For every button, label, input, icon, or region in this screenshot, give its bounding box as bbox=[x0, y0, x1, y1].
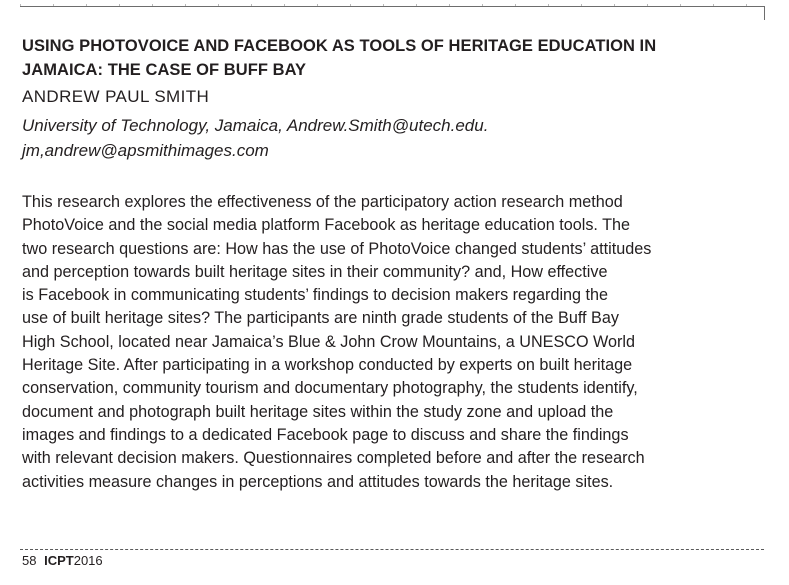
page-number: 58 bbox=[22, 553, 37, 568]
author-affiliation bbox=[22, 113, 642, 163]
abstract-line: use of built heritage sites? The participants are ninth grade students of the Buff Bay bbox=[22, 309, 619, 328]
abstract-line: activities measure changes in perceptions and attitudes towards the heritage sites. bbox=[22, 472, 614, 491]
abstract-line: High School, located near Jamaica’s Blue & John Crow Mountains, a UNESCO World bbox=[22, 332, 636, 351]
conference-name: ICPT bbox=[44, 553, 74, 568]
abstract-line: and perception towards built heritage sites in their community? and, How effective bbox=[22, 262, 608, 281]
page-footer bbox=[22, 553, 103, 569]
top-rule bbox=[20, 6, 764, 7]
abstract-line: images and findings to a dedicated Facebook page to discuss and share the findings bbox=[22, 425, 629, 444]
abstract-line: This research explores the effectiveness of the participatory action research method bbox=[22, 193, 623, 211]
abstract-line: Heritage Site. After participating in a workshop conducted by experts on built heritage bbox=[22, 356, 633, 375]
abstract-line: with relevant decision makers. Questionnaires completed before and after the research bbox=[22, 449, 645, 468]
author-name: ANDREW PAUL SMITH bbox=[22, 87, 210, 106]
abstract-line: conservation, community tourism and documentary photography, the students identify, bbox=[22, 379, 638, 398]
abstract-line: two research questions are: How has the use of PhotoVoice changed students’ attitudes bbox=[22, 239, 652, 258]
abstract-body bbox=[22, 191, 767, 494]
abstract-line: document and photograph built heritage sites within the study zone and upload the bbox=[22, 402, 614, 421]
top-rule-corner bbox=[764, 6, 765, 20]
abstract-line: PhotoVoice and the social media platform Facebook as heritage education tools. The bbox=[22, 216, 631, 235]
bottom-rule bbox=[20, 549, 764, 550]
paper-title-line-1: USING PHOTOVOICE AND FACEBOOK AS TOOLS OF HERITAGE EDUCATION IN bbox=[22, 37, 657, 55]
conference-year: 2016 bbox=[73, 553, 103, 568]
affiliation-line-2: jm,andrew@apsmithimages.com bbox=[22, 141, 269, 160]
paper-title-line-2: JAMAICA: THE CASE OF BUFF BAY bbox=[22, 61, 307, 79]
abstract-line: is Facebook in communicating students’ findings to decision makers regarding the bbox=[22, 286, 609, 305]
paper-title bbox=[22, 34, 762, 82]
affiliation-line-1: University of Technology, Jamaica, Andrew.Smith@utech.edu. bbox=[22, 116, 489, 135]
